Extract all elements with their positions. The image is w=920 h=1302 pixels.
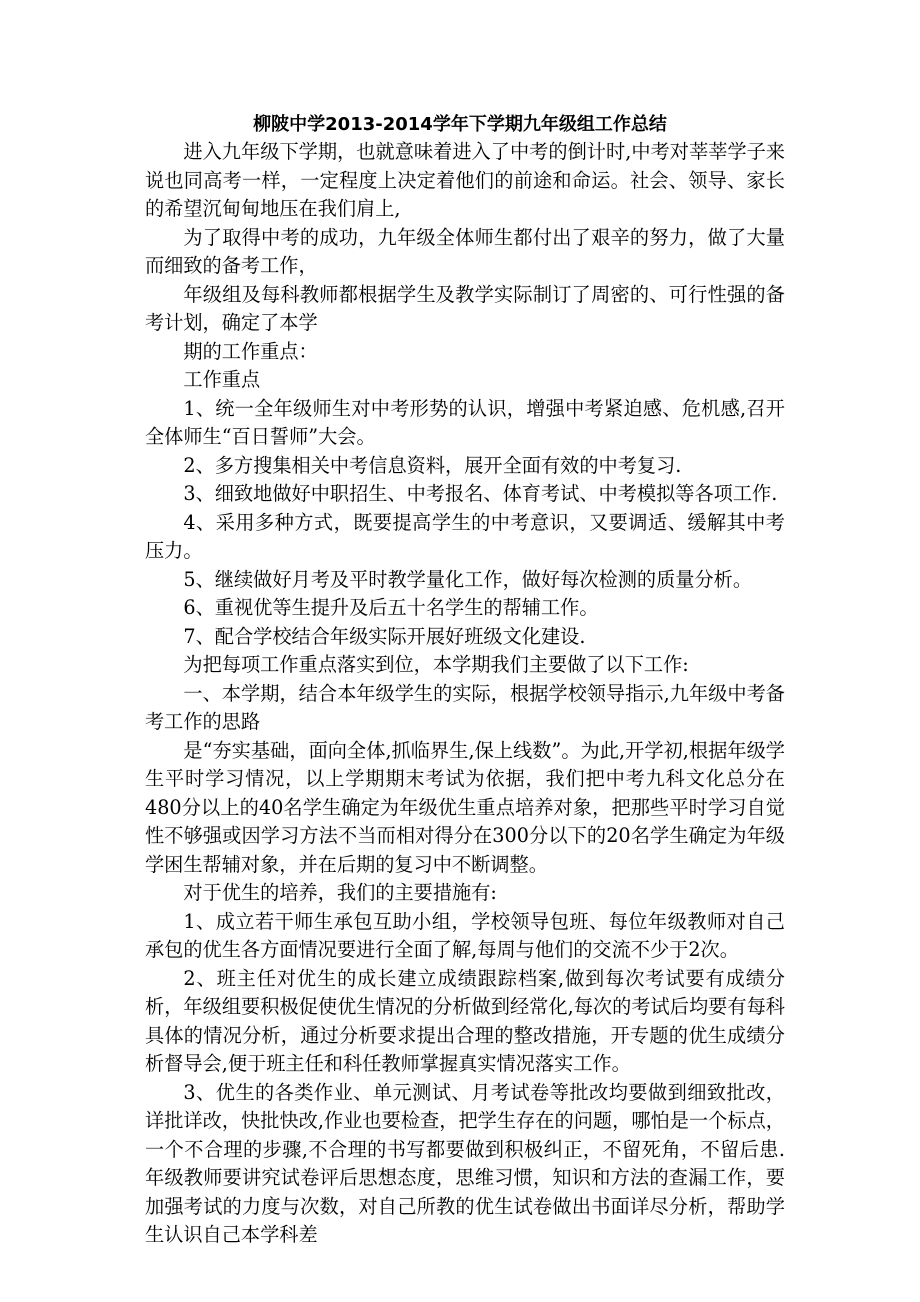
paragraph: 对于优生的培养，我们的主要措施有: [183, 881, 497, 904]
paragraph: 4、采用多种方式，既要提高学生的中考意识，又要调适、缓解其中考压力。 [145, 510, 785, 562]
paragraph: 3、细致地做好中职招生、中考报名、体育考试、中考模拟等各项工作. [183, 482, 778, 505]
paragraph: 进入九年级下学期，也就意味着进入了中考的倒计时,中考对莘莘学子来说也同高考一样，一定程度上决定着他们的前途和命运。社会、领导、家长的希望沉甸甸地压在我们肩上, [145, 140, 785, 220]
paragraph: 6、重视优等生提升及后五十名学生的帮辅工作。 [183, 596, 599, 619]
document-title: 柳陂中学2013-2014学年下学期九年级组工作总结 [253, 114, 667, 135]
paragraph: 是“夯实基础，面向全体,抓临界生,保上线数”。为此,开学初,根据年级学生平时学习情况，以上学期期末考试为依据，我们把中考九科文化总分在480分以上的40名学生确定为年级优生重点培养对象，把那些平时学习自觉性不够强或因学习方法不当而相对得分在300分以下的20名学生确定为年级学困生帮辅对象，并在后期的复习中不断调整。 [145, 738, 785, 876]
paragraph: 为了取得中考的成功，九年级全体师生都付出了艰辛的努力，做了大量而细致的备考工作， [145, 225, 785, 277]
paragraph: 5、继续做好月考及平时教学量化工作，做好每次检测的质量分析。 [183, 567, 753, 591]
paragraph: 工作重点 [183, 368, 261, 391]
paragraph: 一、本学期，结合本年级学生的实际，根据学校领导指示,九年级中考备考工作的思路 [145, 681, 785, 733]
paragraph: 2、班主任对优生的成长建立成绩跟踪档案,做到每次考试要有成绩分析，年级组要积极促使优生情况的分析做到经常化,每次的考试后均要有每科具体的情况分析，通过分析要求提出合理的整改措施，开专题的优生成绩分析督导会,便于班主任和科任教师掌握真实情况落实工作。 [145, 966, 785, 1075]
paragraph: 为把每项工作重点落实到位，本学期我们主要做了以下工作: [183, 653, 689, 676]
paragraph: 7、配合学校结合年级实际开展好班级文化建设. [183, 624, 586, 648]
paragraph: 3、优生的各类作业、单元测试、月考试卷等批改均要做到细致批改，详批详改，快批快改,作业也要检查，把学生存在的问题，哪怕是一个标点，一个不合理的步骤,不合理的书写都要做到积极纠正，不留死角，不留后患.年级教师要讲究试卷评后思想态度，思维习惯，知识和方法的查漏工作，要加强考试的力度与次数，对自己所教的优生试卷做出书面详尽分析，帮助学生认识自己本学科差 [145, 1080, 785, 1246]
paragraph: 2、多方搜集相关中考信息资料，展开全面有效的中考复习. [183, 453, 682, 477]
paragraph: 1、成立若干师生承包互助小组，学校领导包班、每位年级教师对自己承包的优生各方面情况要进行全面了解,每周与他们的交流不少于2次。 [145, 909, 785, 961]
paragraph: 年级组及每科教师都根据学生及教学实际制订了周密的、可行性强的备考计划，确定了本学 [145, 282, 785, 334]
document-body [145, 138, 785, 1250]
paragraph: 期的工作重点： [183, 339, 318, 363]
paragraph: 1、统一全年级师生对中考形势的认识，增强中考紧迫感、危机感,召开全体师生“百日誓师”大会。 [145, 396, 785, 448]
